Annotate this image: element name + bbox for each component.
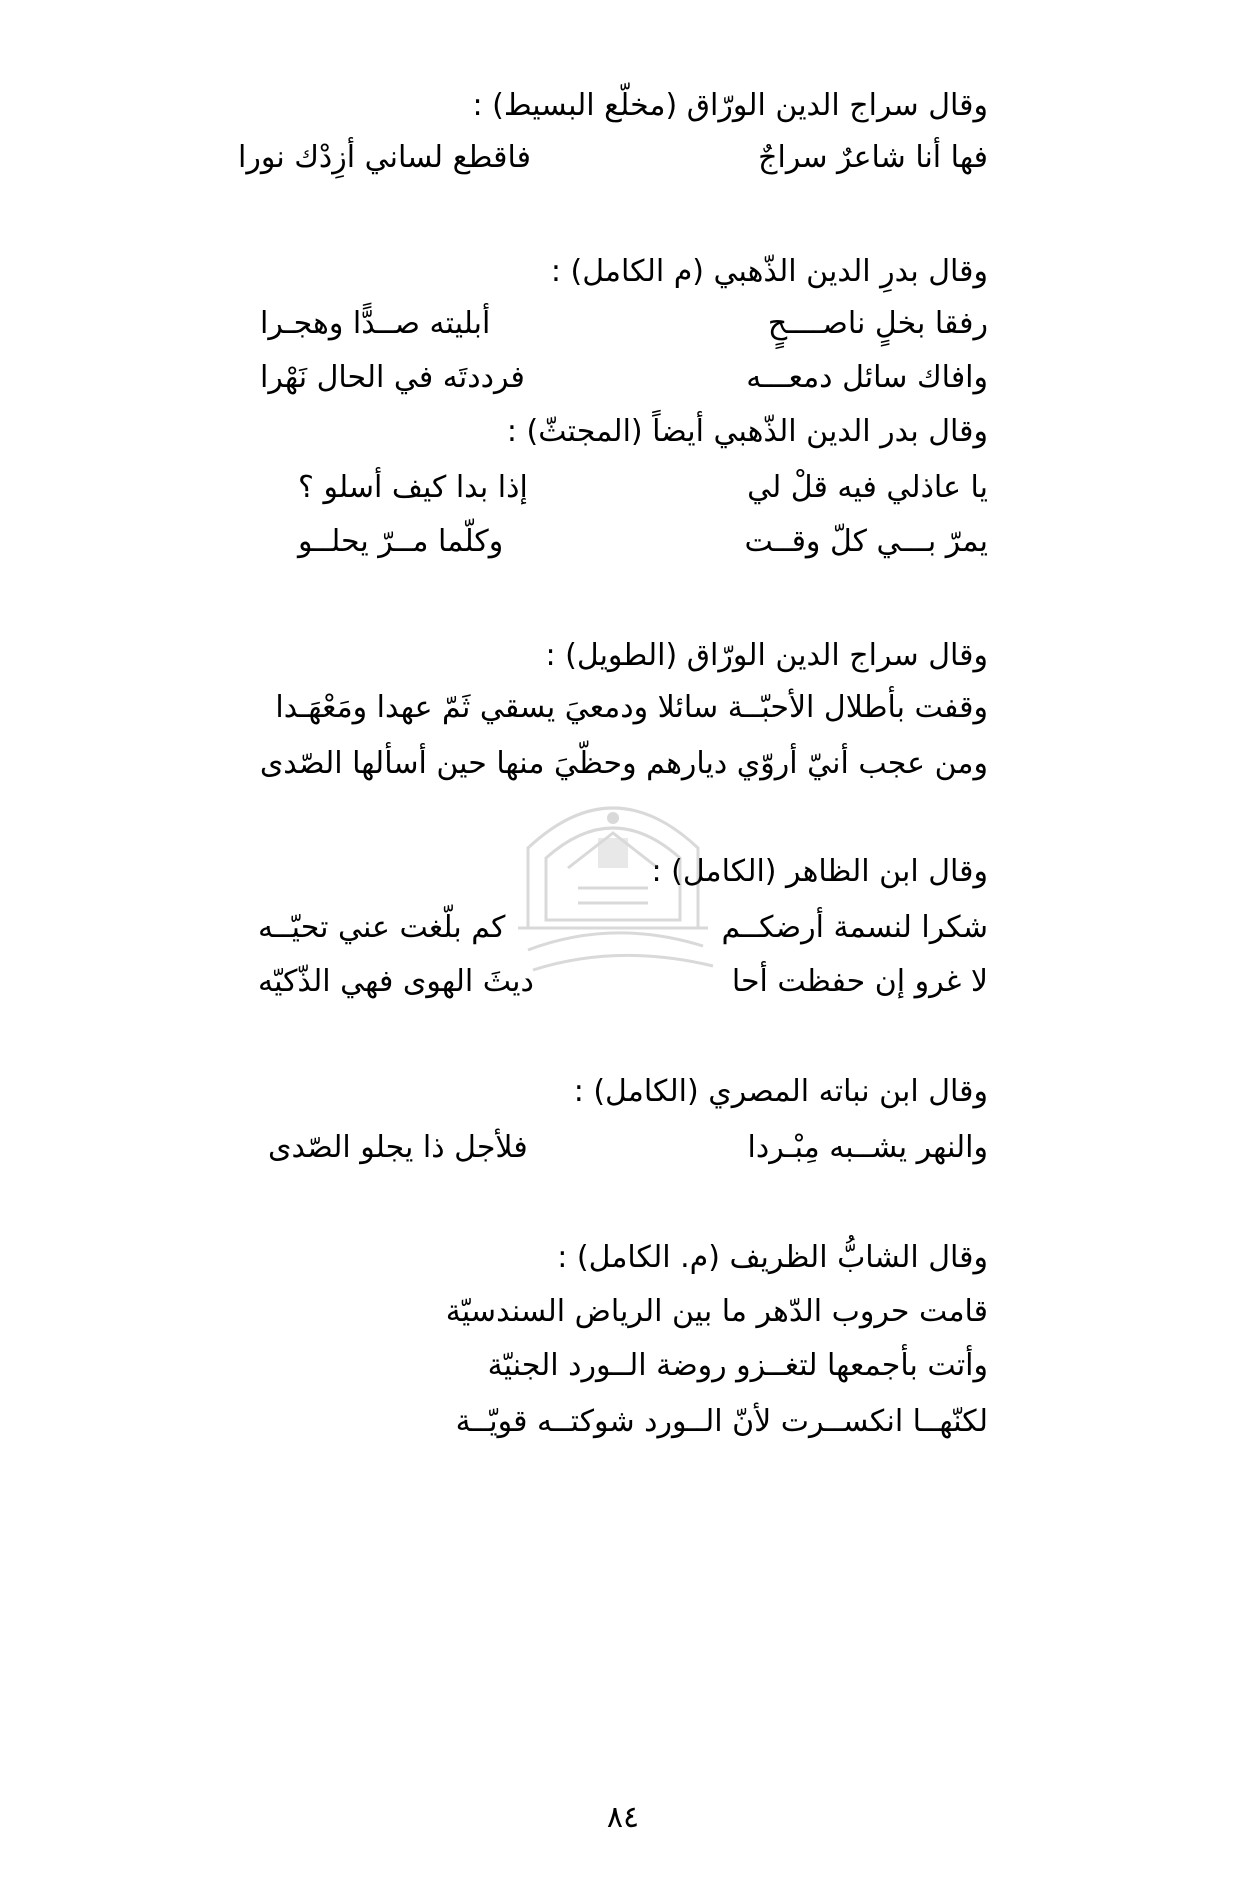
second-hemistich: كم بلّغت عني تحيّــه <box>258 910 506 945</box>
first-hemistich: رفقا بخلٍ ناصــــحٍ <box>767 306 988 341</box>
second-hemistich: ديثَ الهوى فهي الذّكيّه <box>258 964 534 999</box>
verse <box>260 356 988 400</box>
second-hemistich: أبليته صــدًّا وهجـرا <box>260 306 491 341</box>
second-hemistich: فرددتَه في الحال نَهْرا <box>260 360 525 395</box>
long-verse-line: قامت حروب الدّهر ما بين الرياض السندسيّة <box>445 1294 988 1329</box>
second-hemistich: فاقطع لساني أزِدْك نورا <box>238 140 531 175</box>
library-seal-icon <box>498 778 728 1048</box>
long-verse-line: ومن عجب أنيّ أروّي ديارهم وحظّيَ منها حين أسألها الصّدى <box>259 746 988 781</box>
second-hemistich: وكلّما مــرّ يحلــو <box>298 524 504 559</box>
verse <box>260 302 988 346</box>
section-heading: وقال سراج الدين الورّاق (الطويل) : <box>545 638 988 673</box>
section-heading: وقال بدر الدين الذّهبي أيضاً (المجتثّ) : <box>506 414 988 449</box>
verse <box>268 1126 988 1170</box>
second-hemistich: إذا بدا كيف أسلو ؟ <box>298 470 528 505</box>
second-hemistich: فلأجل ذا يجلو الصّدى <box>268 1130 528 1165</box>
section-heading: وقال الشابُّ الظريف (م. الكامل) : <box>557 1240 988 1275</box>
long-verse-line: وأتت بأجمعها لتغــزو روضة الــورد الجنيّة <box>487 1348 988 1383</box>
first-hemistich: يمرّ بـــي كلّ وقــت <box>744 524 988 559</box>
long-verse-line: لكنّهــا انكســرت لأنّ الــورد شوكتــه قويّــة <box>455 1404 988 1439</box>
section-heading: وقال ابن نباته المصري (الكامل) : <box>573 1074 988 1109</box>
verse <box>298 520 988 564</box>
verse <box>298 466 988 510</box>
long-verse-line: وقفت بأطلال الأحبّــة سائلا ودمعيَ يسقي ثَمّ عهدا ومَعْهَـدا <box>275 690 988 725</box>
first-hemistich: فها أنا شاعرٌ سراجٌ <box>758 140 988 175</box>
first-hemistich: شكرا لنسمة أرضكــم <box>721 910 988 945</box>
first-hemistich: لا غرو إن حفظت أحا <box>731 964 988 999</box>
verse <box>238 136 988 180</box>
section-heading: وقال سراج الدين الورّاق (مخلّع البسيط) : <box>472 88 988 123</box>
first-hemistich: وافاك سائل دمعـــه <box>746 360 988 395</box>
first-hemistich: والنهر يشــبه مِبْـردا <box>747 1130 988 1165</box>
section-heading: وقال ابن الظاهر (الكامل) : <box>651 854 988 889</box>
section-heading: وقال بدرِ الدين الذّهبي (م الكامل) : <box>550 254 988 289</box>
page-number: ٨٤ <box>606 1800 640 1835</box>
first-hemistich: يا عاذلي فيه قلْ لي <box>747 470 988 505</box>
